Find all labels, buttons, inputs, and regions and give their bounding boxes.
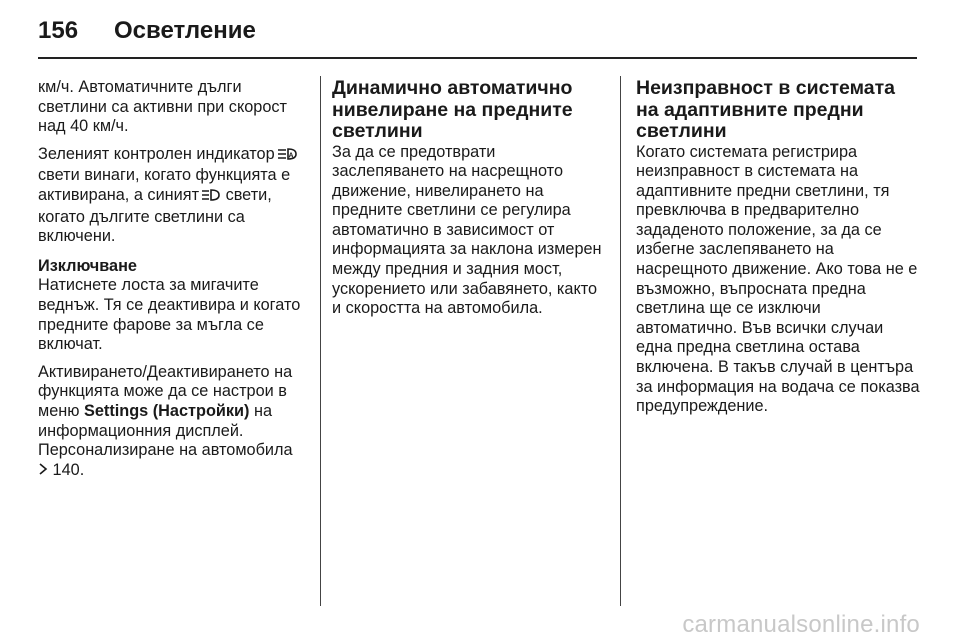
page-title: Осветление (114, 17, 256, 44)
indicator-text-part-2: свети винаги, когато функцията е активирана, а синият (38, 166, 291, 204)
indicator-text (38, 145, 310, 247)
page-header (38, 16, 918, 46)
auto-high-beam-text: км/ч. Автоматичните дълги светлини са активни при скорост над 40 км/ч. (38, 78, 288, 136)
watermark: carmanualsonline.info (682, 611, 920, 638)
settings-menu-name: Settings (Настройки) (83, 401, 250, 420)
dynamic-leveling-heading: Динамично автоматично нивелиране на предните светлини (332, 77, 573, 142)
settings-text-part-2: на информационния дисплей. Персонализиране на автомобила (38, 401, 293, 460)
column-3 (636, 78, 922, 425)
column-divider-2 (620, 76, 621, 606)
header-rule (38, 57, 917, 59)
auto-high-beam-indicator-icon (276, 147, 298, 167)
malfunction-heading: Неизправност в системата на адаптивните предни светлини (636, 77, 896, 142)
off-text: Натиснете лоста за мигачите веднъж. Тя се деактивира и когато предните фарове за мъгла се включат. (38, 276, 301, 354)
page-reference[interactable]: 140. (52, 460, 85, 479)
settings-text-part-1: Активирането/Деактивирането на функцията може да се настрои в меню (38, 362, 293, 420)
dynamic-leveling-text: За да се предотврати заслепяването на насрещното движение, нивелирането на предните светлини се регулира автоматично в зависимост от информацията за наклона измерен между предния и задния мост, ускорението или забавянето, както и скоростта на автомобила. (332, 142, 602, 318)
indicator-text-part-3: свети, когато дългите светлини са включени. (38, 185, 272, 246)
page-reference-arrow-icon (38, 462, 48, 482)
malfunction-text: Когато системата регистрира неизправност в системата на адаптивните предни светлини, тя превключва в предварително зададеното положение, за да се избегне заслепяването на насрещното движение. Ако това не е възможно, въпросната предна светлина ще се изключи автоматично. Във всички случаи една предна светлина остава включена. В такъв случай в центъра за информация на водача се показва предупреждение. (636, 142, 920, 416)
section-heading-off: Изключване (38, 256, 137, 275)
svg-text:A: A (288, 152, 294, 160)
settings-text (38, 363, 310, 482)
column-1 (38, 78, 310, 489)
page-number: 156 (38, 17, 79, 44)
column-divider-1 (320, 76, 321, 606)
indicator-text-part-1: Зеленият контролен индикатор (38, 144, 275, 163)
high-beam-indicator-icon (200, 188, 220, 208)
column-2 (332, 78, 610, 327)
